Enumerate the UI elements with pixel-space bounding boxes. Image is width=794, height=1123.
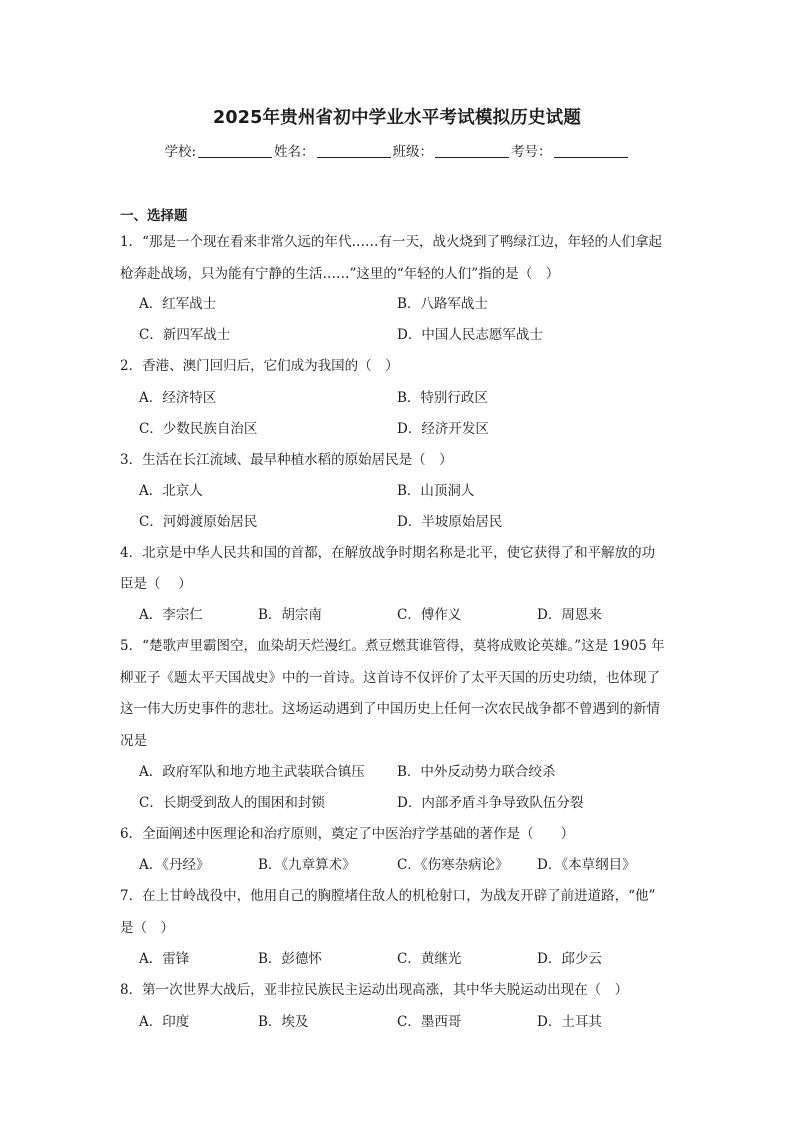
question-4-option-d[interactable]: D．周恩来	[537, 607, 602, 623]
question-1-option-c[interactable]: C．新四军战士	[139, 327, 231, 343]
question-5-line-1: 5．“楚歌声里霸图空，血染胡天烂漫红。煮豆燃萁谁管得，莫将成败论英雄。”这是 1905 年	[120, 638, 665, 654]
school-blank[interactable]	[198, 145, 272, 158]
question-7-option-a[interactable]: A．雷锋	[139, 951, 190, 967]
question-7-line-2: 是（ ）	[120, 920, 174, 936]
question-4-line-1: 4．北京是中华人民共和国的首都，在解放战争时期名称是北平，使它获得了和平解放的功	[120, 545, 656, 561]
question-2-option-c[interactable]: C．少数民族自治区	[139, 421, 258, 437]
question-7-option-b[interactable]: B．彭德怀	[258, 951, 322, 967]
question-1-line-1: 1．“那是一个现在看来非常久远的年代……有一天，战火烧到了鸭绿江边，年轻的人们拿起	[120, 234, 662, 250]
question-8-option-a[interactable]: A．印度	[139, 1014, 190, 1030]
question-2-option-a[interactable]: A．经济特区	[139, 390, 217, 406]
question-3-option-a[interactable]: A．北京人	[139, 483, 203, 499]
question-1-line-2: 枪奔赴战场，只为能有宁静的生活……”这里的“年轻的人们”指的是（ ）	[120, 266, 560, 282]
exam-title: 2025年贵州省初中学业水平考试模拟历史试题	[212, 108, 582, 128]
question-3-line-1: 3．生活在长江流域、最早种植水稻的原始居民是（ ）	[120, 452, 453, 468]
question-4-option-c[interactable]: C．傅作义	[397, 607, 462, 623]
question-4-option-a[interactable]: A．李宗仁	[139, 607, 203, 623]
question-5-line-3: 这一伟大历史事件的悲壮。这场运动遇到了中国历史上任何一次农民战争都不曾遇到的新情	[120, 701, 660, 717]
question-3-option-d[interactable]: D．半坡原始居民	[397, 514, 503, 530]
question-2-option-b[interactable]: B．特别行政区	[397, 390, 488, 406]
exam-no-blank[interactable]	[554, 145, 628, 158]
question-4-line-2: 臣是（ ）	[120, 576, 192, 592]
question-5-line-4: 况是	[120, 733, 147, 749]
question-6-option-d[interactable]: D．《本草纲目》	[537, 857, 636, 873]
section-heading: 一、选择题	[120, 208, 188, 224]
exam-no-label: 考号：	[511, 144, 552, 160]
question-5-line-2: 柳亚子《题太平天国战史》中的一首诗。这首诗不仅评价了太平天国的历史功绩，也体现了	[120, 670, 660, 686]
student-info-row	[0, 140, 794, 160]
question-6-option-c[interactable]: C．《伤寒杂病论》	[397, 857, 509, 873]
question-3-option-b[interactable]: B．山顶洞人	[397, 483, 475, 499]
name-label: 姓名：	[274, 144, 315, 160]
question-5-option-c[interactable]: C．长期受到敌人的围困和封锁	[139, 795, 325, 811]
question-1-option-b[interactable]: B．八路军战士	[397, 296, 488, 312]
question-5-option-b[interactable]: B．中外反动势力联合绞杀	[397, 764, 556, 780]
question-7-line-1: 7．在上甘岭战役中，他用自己的胸膛堵住敌人的机枪射口，为战友开辟了前进道路，“他”	[120, 888, 656, 904]
question-8-option-d[interactable]: D．土耳其	[537, 1014, 602, 1030]
question-2-line-1: 2．香港、澳门回归后，它们成为我国的（ ）	[120, 358, 399, 374]
question-6-option-b[interactable]: B．《九章算术》	[258, 857, 356, 873]
question-2-option-d[interactable]: D．经济开发区	[397, 421, 489, 437]
question-3-option-c[interactable]: C．河姆渡原始居民	[139, 514, 258, 530]
class-label: 班级：	[392, 144, 434, 160]
question-1-option-d[interactable]: D．中国人民志愿军战士	[397, 327, 543, 343]
question-8-line-1: 8．第一次世界大战后，亚非拉民族民主运动出现高涨，其中华夫脱运动出现在（ ）	[120, 982, 629, 998]
question-5-option-a[interactable]: A．政府军队和地方地主武装联合镇压	[139, 764, 365, 780]
name-blank[interactable]	[317, 145, 391, 158]
school-label: 学校:	[164, 144, 197, 160]
question-6-option-a[interactable]: A．《丹经》	[139, 857, 210, 873]
question-4-option-b[interactable]: B．胡宗南	[258, 607, 322, 623]
question-8-option-b[interactable]: B．埃及	[258, 1014, 309, 1030]
question-5-option-d[interactable]: D．内部矛盾斗争导致队伍分裂	[397, 795, 584, 811]
question-1-option-a[interactable]: A．红军战士	[139, 296, 217, 312]
question-7-option-d[interactable]: D．邱少云	[537, 951, 602, 967]
class-blank[interactable]	[435, 145, 509, 158]
question-7-option-c[interactable]: C．黄继光	[397, 951, 462, 967]
question-6-line-1: 6．全面阐述中医理论和治疗原则，奠定了中医治疗学基础的著作是（ ）	[120, 826, 575, 842]
question-8-option-c[interactable]: C．墨西哥	[397, 1014, 462, 1030]
